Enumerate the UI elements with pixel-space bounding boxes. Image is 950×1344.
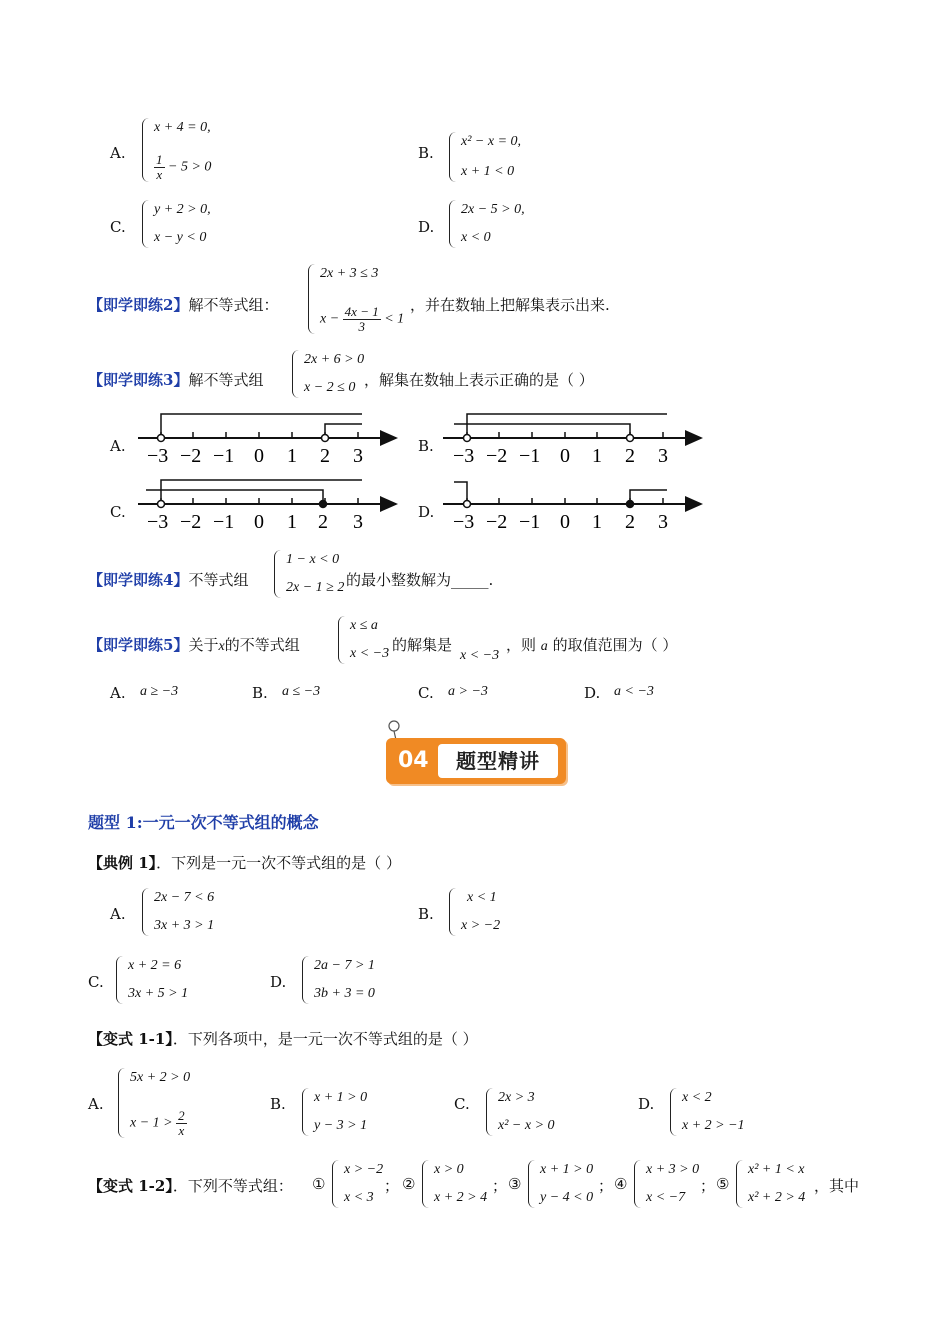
open-dot <box>158 435 165 442</box>
row-part: x − 1 > <box>130 1115 173 1131</box>
system-row: x² + 2 > 4 <box>748 1190 806 1205</box>
open-dot <box>627 435 634 442</box>
brace <box>449 888 458 936</box>
system-row: 2x − 7 < 6 <box>154 890 215 905</box>
tick-label: −1 <box>213 511 235 533</box>
system-row: 2x + 3 ≤ 3 <box>320 266 379 281</box>
example-tag: 【典例 1】 <box>88 854 157 872</box>
system-row: x > 0 <box>434 1162 464 1177</box>
tick-label: 2 <box>625 445 635 467</box>
option-label: D. <box>638 1095 655 1113</box>
brace <box>634 1160 643 1208</box>
option-label: C. <box>88 973 104 991</box>
tick-label: 0 <box>254 511 264 533</box>
brace <box>116 956 125 1004</box>
option-label: B. <box>418 144 434 162</box>
tick-label: −3 <box>453 445 475 467</box>
system-row: y − 4 < 0 <box>540 1190 594 1205</box>
option-label: B. <box>418 437 434 455</box>
option-expr: a > −3 <box>448 684 488 699</box>
brace <box>302 956 311 1004</box>
fraction-numerator: 4x − 1 <box>344 304 379 319</box>
system-row: 2x > 3 <box>498 1090 535 1105</box>
practice-5-text <box>506 634 677 655</box>
tick-label: 1 <box>592 511 602 533</box>
variant-text: ．下列各项中，是一元一次不等式组的是（ ） <box>172 1030 478 1048</box>
section-title: 题型精讲 <box>438 744 558 778</box>
system-row: x < 2 <box>682 1090 712 1105</box>
practice-tag: 【即学即练4】 <box>88 571 189 589</box>
option-label: D. <box>270 973 287 991</box>
practice-5-tag <box>88 634 300 655</box>
brace <box>528 1160 537 1208</box>
open-dot <box>464 501 471 508</box>
inequality-system <box>274 550 344 598</box>
brace <box>670 1088 679 1136</box>
practice-text: 解不等式组 <box>188 371 264 389</box>
option-label: A. <box>110 437 126 455</box>
brace <box>274 550 283 598</box>
system-row: x + 1 < 0 <box>461 164 515 179</box>
item-mark: ① <box>312 1175 326 1193</box>
brace <box>422 1160 431 1208</box>
brace <box>332 1160 341 1208</box>
system-row: x + 4 = 0, <box>154 120 211 135</box>
solution-ray <box>146 490 323 504</box>
option-label: B. <box>418 905 434 923</box>
fraction-denominator: 3 <box>358 319 365 334</box>
tick-label: 3 <box>353 511 363 533</box>
option-label: B. <box>270 1095 286 1113</box>
option-label: C. <box>454 1095 470 1113</box>
item-mark: ③ <box>508 1175 522 1193</box>
option-label: C. <box>110 218 126 236</box>
inequality-system <box>332 1160 383 1208</box>
system-row: x < 3 <box>344 1190 374 1205</box>
solution-ray <box>454 424 630 438</box>
inequality-system <box>486 1088 555 1136</box>
system-row: x + 2 > −1 <box>682 1118 745 1133</box>
tick-label: −2 <box>486 445 508 467</box>
system-row: 3x + 5 > 1 <box>128 986 189 1001</box>
option-expr: a < −3 <box>614 684 654 699</box>
system-row: x < 0 <box>461 230 491 245</box>
solution-ray <box>325 424 362 438</box>
brace <box>118 1068 127 1138</box>
tick-label: 0 <box>560 445 570 467</box>
brace <box>142 888 151 936</box>
solution-set: x < −3 <box>460 648 500 663</box>
option-label: A. <box>88 1095 104 1113</box>
system-row: 3x + 3 > 1 <box>154 918 215 933</box>
tick-label: 2 <box>318 511 328 533</box>
row-part: < 1 <box>384 311 405 327</box>
item-mark: ④ <box>614 1175 628 1193</box>
system-row: x < −3 <box>350 646 390 661</box>
option-label: A. <box>110 144 126 162</box>
option-label: D. <box>418 218 435 236</box>
solution-ray <box>467 414 667 438</box>
practice-5-text: 的解集是 <box>392 636 453 654</box>
system-row: 2a − 7 > 1 <box>314 958 375 973</box>
separator: ； <box>598 1177 614 1195</box>
practice-tag: 【即学即练3】 <box>88 371 189 389</box>
tick-label: 1 <box>592 445 602 467</box>
practice-text: 解不等式组： <box>188 296 279 314</box>
tick-label: −2 <box>486 511 508 533</box>
tick-label: 3 <box>353 445 363 467</box>
inequality-system <box>736 1160 805 1208</box>
system-row: x + 2 = 6 <box>128 958 182 973</box>
brace <box>736 1160 745 1208</box>
separator: ，其中 <box>814 1177 860 1195</box>
system-row: x² + 1 < x <box>748 1162 805 1177</box>
practice-3-text: ，解集在数轴上表示正确的是（ ） <box>364 371 594 389</box>
number-line-a <box>138 414 396 467</box>
open-dot <box>322 435 329 442</box>
number-line-c <box>138 480 396 533</box>
system-row: x² − x = 0, <box>461 134 522 149</box>
inequality-system <box>528 1160 593 1208</box>
tick-label: −3 <box>453 511 475 533</box>
example-1-stem <box>88 852 401 873</box>
tick-label: 1 <box>287 511 297 533</box>
row-part: x − <box>320 311 340 327</box>
practice-text: 的取值范围为（ ） <box>552 636 678 654</box>
system-row: y + 2 > 0, <box>154 202 211 217</box>
system-row: x² − x > 0 <box>498 1118 555 1133</box>
system-row <box>130 1109 190 1138</box>
variant-1-2-stem <box>88 1175 293 1196</box>
tick-label: −1 <box>519 511 541 533</box>
option-label: C. <box>418 684 434 702</box>
practice-tag: 【即学即练5】 <box>88 636 189 654</box>
system-row: x − 2 ≤ 0 <box>304 380 356 395</box>
inequality-system <box>302 1088 367 1136</box>
inequality-system <box>634 1160 699 1208</box>
system-row: 2x − 1 ≥ 2 <box>286 580 345 595</box>
number-lines <box>0 0 950 560</box>
tick-label: 0 <box>254 445 264 467</box>
fraction-denominator: x <box>178 1123 185 1138</box>
practice-text: ，则 <box>506 636 537 654</box>
option-label: C. <box>110 503 126 521</box>
practice-text: 关于 <box>188 636 219 654</box>
practice-tag: 【即学即练2】 <box>88 296 189 314</box>
system-row: x < −7 <box>646 1190 686 1205</box>
fraction-numerator: 2 <box>178 1108 185 1123</box>
option-expr: a ≥ −3 <box>140 684 179 699</box>
option-label: D. <box>418 503 435 521</box>
system-row: x + 3 > 0 <box>646 1162 700 1177</box>
tick-label: 1 <box>287 445 297 467</box>
system-row: y − 3 > 1 <box>314 1118 368 1133</box>
open-dot <box>158 501 165 508</box>
tick-label: 2 <box>320 445 330 467</box>
system-row: x + 2 > 4 <box>434 1190 488 1205</box>
system-row: x ≤ a <box>350 618 378 633</box>
tick-label: −1 <box>519 445 541 467</box>
option-label: B. <box>252 684 268 702</box>
practice-2-text: ，并在数轴上把解集表示出来. <box>410 296 610 314</box>
tick-label: −1 <box>213 445 235 467</box>
practice-text: 不等式组 <box>188 571 249 589</box>
closed-dot <box>627 501 634 508</box>
number-line-d <box>443 482 701 533</box>
closed-dot <box>320 501 327 508</box>
option-expr: a ≤ −3 <box>282 684 321 699</box>
brace <box>338 616 347 664</box>
section-badge <box>386 738 566 784</box>
inequality-system <box>422 1160 487 1208</box>
tick-label: −2 <box>180 445 202 467</box>
item-mark: ⑤ <box>716 1175 730 1193</box>
item-mark: ② <box>402 1175 416 1193</box>
system-row: 2x + 6 > 0 <box>304 352 365 367</box>
inequality-system <box>302 956 375 1004</box>
tick-label: −3 <box>147 511 169 533</box>
system-row: x + 1 > 0 <box>314 1090 368 1105</box>
variant-1-1-stem <box>88 1028 478 1049</box>
practice-4-tag <box>88 569 248 590</box>
inequality-system <box>338 616 389 664</box>
practice-text: 的不等式组 <box>224 636 300 654</box>
inequality-system <box>118 1068 190 1138</box>
option-label: A. <box>110 684 126 702</box>
inequality-system <box>449 888 500 936</box>
system-row: $\frac{1}{x}$ − 5 > 0 <box>156 152 212 182</box>
option-label: D. <box>584 684 601 702</box>
tick-label: 3 <box>658 511 668 533</box>
brace <box>486 1088 495 1136</box>
inequality-system <box>670 1088 745 1136</box>
variable: x <box>218 639 225 654</box>
inequality-system <box>116 956 188 1004</box>
practice-4-text: 的最小整数解为_____. <box>346 571 494 589</box>
solution-ray <box>161 480 362 504</box>
variant-tag: 【变式 1-2】 <box>88 1177 173 1195</box>
tick-label: 2 <box>625 511 635 533</box>
solution-ray <box>630 490 667 504</box>
inequality-system <box>142 888 214 936</box>
separator: ； <box>700 1177 716 1195</box>
variant-tag: 【变式 1-1】 <box>88 1030 173 1048</box>
example-text: ．下列是一元一次不等式组的是（ ） <box>156 854 401 872</box>
system-row: 1 − x < 0 <box>286 552 340 567</box>
number-line-b <box>443 414 701 467</box>
system-row: x − y < 0 <box>154 230 207 245</box>
system-row: x > −2 <box>461 918 501 933</box>
variable: a <box>540 639 548 654</box>
separator: ； <box>492 1177 508 1195</box>
tick-label: 3 <box>658 445 668 467</box>
section-number: 04 <box>398 748 429 773</box>
tick-label: −3 <box>147 445 169 467</box>
open-dot <box>464 435 471 442</box>
option-label: A. <box>110 905 126 923</box>
brace <box>302 1088 311 1136</box>
type-title: 题型 1:一元一次不等式组的概念 <box>88 813 319 832</box>
separator: ； <box>384 1177 400 1195</box>
system-row: x + 1 > 0 <box>540 1162 594 1177</box>
system-row: 5x + 2 > 0 <box>130 1070 191 1085</box>
solution-ray <box>161 414 362 438</box>
system-row: x < 1 <box>467 890 497 905</box>
tick-label: 0 <box>560 511 570 533</box>
system-row: x > −2 <box>344 1162 384 1177</box>
system-row: 2x − 5 > 0, <box>461 202 525 217</box>
variant-text: ．下列不等式组： <box>172 1177 293 1195</box>
tick-label: −2 <box>180 511 202 533</box>
system-row: 3b + 3 = 0 <box>314 986 375 1001</box>
